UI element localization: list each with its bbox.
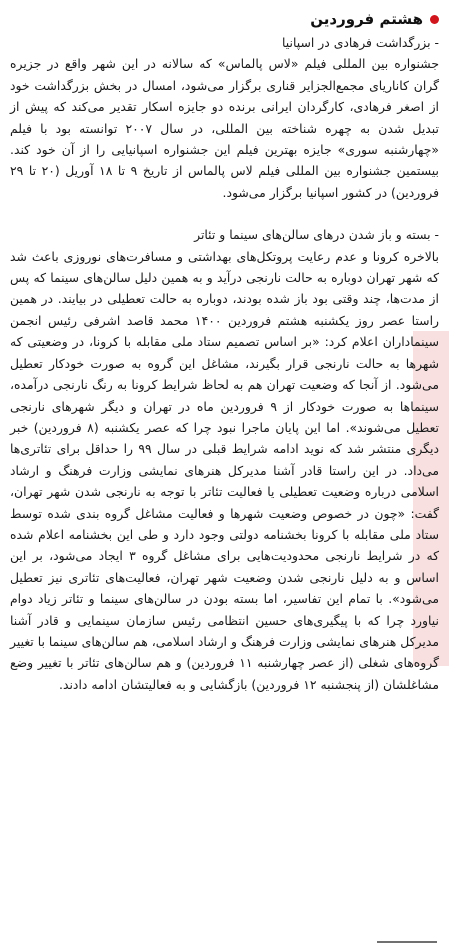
section-header [10, 6, 439, 32]
article-body: جشنواره بین المللی فیلم «لاس پالماس» که سالانه در این شهر واقع در جزیره گران کاناریای مجمع‌الجزایر قناری برگزار می‌شود، امسال در بخش بزرگداشت خود از اصغر فرهادی، کارگردان ایرانی برنده دو جایزه اسکار تقدیر می‌کند که پیش از تبدیل شدن به چهره شناخته بین المللی، در سال ۲۰۰۷ توانسته بود با فیلم «چهارشنبه سوری» جایزه بهترین فیلم این جشنواره اسپانیایی را از آن خود کند. بیستمین جشنواره بین المللی فیلم لاس پالماس از تاریخ ۹ تا ۱۸ آوریل (۲۰ تا ۲۹ فروردین) در کشور اسپانیا برگزار می‌شود. [10, 56, 439, 200]
article-body: بالاخره کرونا و عدم رعایت پروتکل‌های بهداشتی و مسافرت‌های نوروزی باعث شد که شهر تهران دوباره به حالت نارنجی درآید و به همین دلیل سالن‌های سینما که پس از مدت‌ها، چند وقتی بود باز شده بودند، دوباره به حالت تعطیلی در بیایند. در همین راستا عصر روز یکشنبه هشتم فروردین ۱۴۰۰ محمد قاصد اشرفی رئیس انجمن سینماداران اعلام کرد: «بر اساس تصمیم ستاد ملی مقابله با کرونا، در وضعیتی که شهرها به حالت نارنجی قرار بگیرند، مشاغل این گروه به صورت خودکار تعطیل می‌شود. از آنجا که وضعیت تهران هم به لحاظ شرایط کرونا به رنگ نارنجی درآمده، سینماها به صورت خودکار از ۹ فروردین ماه در تهران و دیگر شهرهای نارنجی تعطیل می‌شوند». اما این پایان ماجرا نبود چرا که عصر یکشنبه (۸ فروردین) خبر دیگری منتشر شد که نوید ادامه شرایط قبلی در سال ۹۹ را حداقل برای تئاتری‌ها می‌داد. در این راستا قادر آشنا مدیرکل هنرهای نمایشی وزارت فرهنگ و ارشاد اسلامی درباره وضعیت تعطیلی یا فعالیت تئاتر با توجه به نارنجی شدن شهر تهران، گفت: «چون در خصوص وضعیت شهرها و فعالیت مشاغل گروه بندی شده توسط ستاد ملی مقابله با کرونا بخشنامه دولتی وجود دارد و طی این بخشنامه اعلام شده که در شرایط نارنجی محدودیت‌هایی برای مشاغل گروه ۳ ایجاد می‌شود، بر این اساس و به دلیل نارنجی شدن وضعیت شهر تهران، فعالیت‌های تئاتری نیز تعطیل می‌شود». با تمام این تفاسیر، اما بسته بودن در سالن‌های سینما و تئاتر زیاد دوام نیاورد چرا که با پیگیری‌های حسین انتظامی رئیس سازمان سینمایی و قادر آشنا مدیرکل هنرهای نمایشی وزارت فرهنگ و ارشاد اسلامی، هم سالن‌های سینما با تغییر گروه‌های شغلی (از عصر چهارشنبه ۱۱ فروردین) و هم سالن‌های تئاتر با تغییر وضع مشاغلشان (از پنجشنبه ۱۲ فروردین) بازگشایی و به فعالیتشان ادامه دادند. [10, 248, 440, 692]
article-festival [10, 32, 439, 203]
next-heading-fragment [377, 941, 437, 949]
section-title: هشتم فروردین [310, 10, 423, 28]
red-bullet-icon [430, 15, 439, 24]
article-heading: - بزرگداشت فرهادی در اسپانیا [282, 35, 439, 50]
article-cinema-theatre [10, 224, 439, 695]
page [10, 6, 439, 951]
article-heading: - بسته و باز شدن درهای سالن‌های سینما و تئاتر [194, 227, 439, 243]
